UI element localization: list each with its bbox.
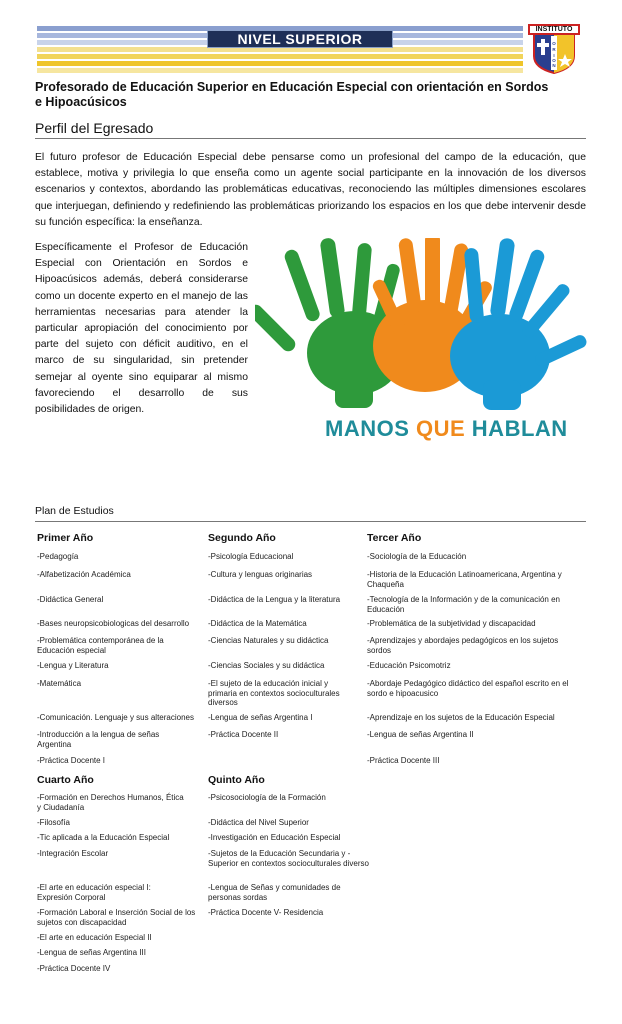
subject-item: -Psicología Educacional xyxy=(208,552,294,561)
subject-item: -Aprendizaje en los sujetos de la Educación Especial xyxy=(367,713,555,722)
subject-item: -Lengua de señas Argentina II xyxy=(367,730,474,739)
program-title: Profesorado de Educación Superior en Educación Especial con orientación en Sordos e Hipoacúsicos xyxy=(35,80,549,109)
section-divider xyxy=(35,138,586,139)
subject-item: -Tic aplicada a la Educación Especial xyxy=(37,833,170,842)
subject-item: -Problemática contemporánea de la Educación especial xyxy=(37,636,164,655)
section-title: Perfil del Egresado xyxy=(35,120,154,136)
banner-stripe xyxy=(37,61,523,66)
profile-paragraph-2: Específicamente el Profesor de Educación Especial con Orientación en Sordos e Hipoacúsicos además, deberá considerarse como un docente experto en el manejo de las herramientas necesarias para atender la particular apropiación del conocimiento por parte del sujeto con déficit auditivo, en el marco de su singularidad, sin pretender semejar al oyente sino equiparar al mismo favoreciendo el desarrollo de sus posibilidades de origen. xyxy=(35,242,248,416)
banner-stripe xyxy=(37,68,523,73)
subject-item: -El sujeto de la educación inicial y primaria en contextos socioculturales diversos xyxy=(208,679,340,708)
subject-item: -Didáctica General xyxy=(37,595,104,604)
subject-item: -Práctica Docente V- Residencia xyxy=(208,908,324,917)
subject-item: -Psicosociología de la Formación xyxy=(208,793,326,802)
subject-item: -Lengua de Señas y comunidades de personas sordas xyxy=(208,883,341,902)
year-heading: Quinto Año xyxy=(208,774,265,786)
subject-item: -Lengua de señas Argentina III xyxy=(37,948,146,957)
subject-item: -Investigación en Educación Especial xyxy=(208,833,341,842)
subject-item: -Cultura y lenguas originarias xyxy=(208,570,313,579)
shield-label: INSTITUTO xyxy=(528,24,580,35)
subject-item: -Práctica Docente II xyxy=(208,730,279,739)
subject-item: -Historia de la Educación Latinoamericana, Argentina y Chaqueña xyxy=(367,570,562,589)
subject-item: -Problemática de la subjetividad y discapacidad xyxy=(367,619,536,628)
subject-item: -Pedagogía xyxy=(37,552,79,561)
subject-item: -Formación en Derechos Humanos, Ética y Ciudadanía xyxy=(37,793,184,812)
year-heading: Cuarto Año xyxy=(37,774,94,786)
banner-title: NIVEL SUPERIOR xyxy=(207,30,393,48)
institute-shield-logo xyxy=(528,24,580,74)
subject-item: -Bases neuropsicobiologicas del desarrollo xyxy=(37,619,190,628)
subject-item: -Didáctica de la Lengua y la literatura xyxy=(208,595,341,604)
logo-text xyxy=(325,416,568,442)
subject-item: -Comunicación. Lenguaje y sus alteraciones xyxy=(37,713,194,722)
year-heading: Tercer Año xyxy=(367,532,422,544)
subject-item: -Práctica Docente III xyxy=(367,756,440,765)
subject-item: -Lengua de señas Argentina I xyxy=(208,713,313,722)
svg-text:N: N xyxy=(552,63,556,68)
subject-item: -Ciencias Sociales y su didáctica xyxy=(208,661,325,670)
svg-text:I: I xyxy=(553,53,555,58)
logo-word-hablan: HABLAN xyxy=(471,416,568,441)
subject-item: -Introducción a la lengua de señas Argentina xyxy=(37,730,160,749)
subject-item: -Didáctica de la Matemática xyxy=(208,619,307,628)
profile-paragraph-1: El futuro profesor de Educación Especial debe pensarse como un profesional del campo de la educación, que establece, motiva y privilegia lo que enseña como un agente social participante en la innovación de los diversos escenarios y contextos, abordando las problemáticas educativas, reconociendo las múltiples dimensiones escolares que interjuegan, definiendo y redefiniendo las problemáticas priorizando los espacios en los que debe intervenir desde su función específica: la enseñanza. xyxy=(35,152,586,228)
header-banner xyxy=(37,24,523,74)
year-heading: Primer Año xyxy=(37,532,94,544)
subject-item: -Tecnología de la Información y de la comunicación en Educación xyxy=(367,595,560,614)
logo-word-que: QUE xyxy=(416,416,472,441)
subject-item: -Abordaje Pedagógico didáctico del español escrito en el sordo e hipoacusico xyxy=(367,679,569,698)
subject-item: -Sociología de la Educación xyxy=(367,552,467,561)
svg-text:O: O xyxy=(552,58,556,63)
subject-item: -Didáctica del Nivel Superior xyxy=(208,818,309,827)
subject-item: -Sujetos de la Educación Secundaria y -Superior en contextos socioculturales diverso xyxy=(208,849,369,868)
subject-item: -Aprendizajes y abordajes pedagógicos en los sujetos sordos xyxy=(367,636,559,655)
plan-divider xyxy=(35,521,586,522)
subject-item: -Formación Laboral e Inserción Social de los sujetos con discapacidad xyxy=(37,908,196,927)
subject-item: -Práctica Docente I xyxy=(37,756,106,765)
subject-item: -Matemática xyxy=(37,679,82,688)
subject-item: -Práctica Docente IV xyxy=(37,964,111,973)
subject-item: -Integración Escolar xyxy=(37,849,109,858)
subject-item: -El arte en educación Especial II xyxy=(37,933,152,942)
svg-text:O: O xyxy=(552,41,556,46)
subject-item: -Ciencias Naturales y su didáctica xyxy=(208,636,329,645)
subject-item: -Filosofía xyxy=(37,818,70,827)
manos-que-hablan-logo xyxy=(255,238,587,450)
logo-word-manos: MANOS xyxy=(325,416,416,441)
year-heading: Segundo Año xyxy=(208,532,276,544)
svg-text:R: R xyxy=(552,47,556,52)
subject-item: -Alfabetización Académica xyxy=(37,570,131,579)
subject-item: -Educación Psicomotriz xyxy=(367,661,451,670)
banner-stripe xyxy=(37,54,523,59)
subject-item: -Lengua y Literatura xyxy=(37,661,109,670)
plan-title: Plan de Estudios xyxy=(35,505,114,517)
subject-item: -El arte en educación especial I: Expresión Corporal xyxy=(37,883,151,902)
